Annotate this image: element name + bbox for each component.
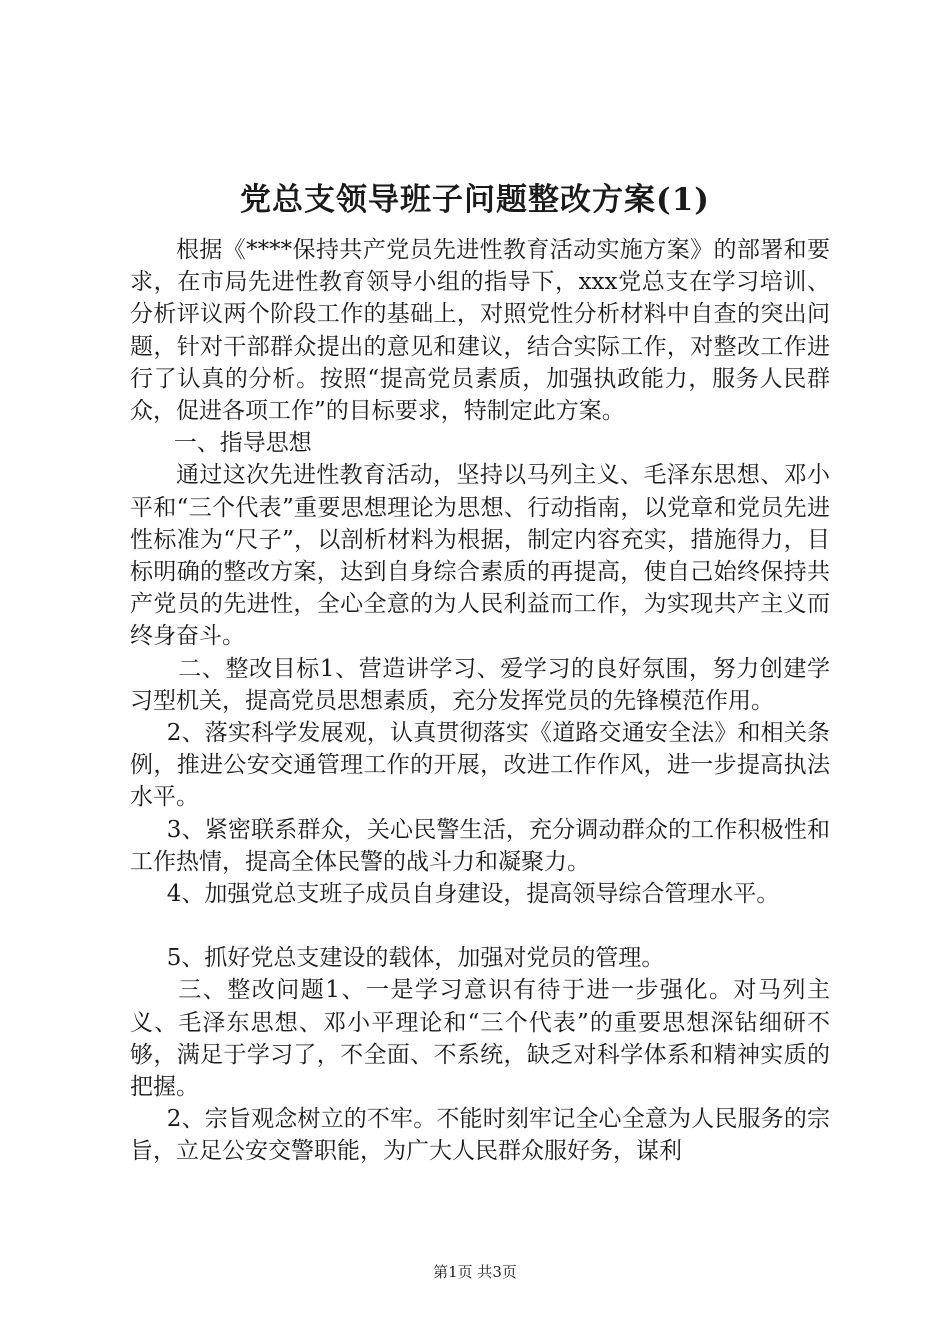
section-heading-guiding-ideology: 一、指导思想 xyxy=(173,430,312,457)
paragraph-gap xyxy=(130,910,830,942)
paragraph-goal-1: 二、整改目标1、营造讲学习、爱学习的良好氛围，努力创建学习型机关，提高党员思想素质，充分发挥党员的先锋模范作用。 xyxy=(130,655,830,714)
paragraph-problem-1: 三、整改问题1、一是学习意识有待于进一步强化。对马列主义、毛泽东思想、邓小平理论和“三个代表”的重要思想深钻细研不够，满足于学习了，不全面、不系统，缺乏对科学体系和精神实质的把握。 xyxy=(130,977,830,1101)
paragraph-goal-3: 3、紧密联系群众，关心民警生活，充分调动群众的工作积极性和工作热情，提高全体民警的战斗力和凝聚力。 xyxy=(130,816,830,875)
paragraph-goal-4: 4、加强党总支班子成员自身建设，提高领导综合管理水平。 xyxy=(166,881,780,908)
document-title: 党总支领导班子问题整改方案(1) xyxy=(240,182,710,218)
paragraph-intro: 根据《****保持共产党员先进性教育活动实施方案》的部署和要求，在市局先进性教育领导小组的指导下，xxx党总支在学习培训、分析评议两个阶段工作的基础上，对照党性分析材料中自查的突出问题，针对干部群众提出的意见和建议，结合实际工作，对整改工作进行了认真的分析。按照“提高党员素质，加强执政能力，服务人民群众，促进各项工作”的目标要求，特制定此方案。 xyxy=(130,237,830,425)
paragraph-guiding-ideology: 通过这次先进性教育活动，坚持以马列主义、毛泽东思想、邓小平和“三个代表”重要思想理论为思想、行动指南，以党章和党员先进性标准为“尺子”，以剖析材料为根据，制定内容充实，措施得力，目标明确的整改方案，达到自身综合素质的再提高，使自己始终保持共产党员的先进性，全心全意的为人民利益而工作，为实现共产主义而终身奋斗。 xyxy=(130,462,830,650)
page-footer: 第1页 共3页 xyxy=(433,1263,517,1281)
document-body xyxy=(130,234,830,1168)
paragraph-goal-2: 2、落实科学发展观，认真贯彻落实《道路交通安全法》和相关条例，推进公安交通管理工作的开展，改进工作作风，进一步提高执法水平。 xyxy=(130,720,830,811)
paragraph-goal-5: 5、抓好党总支建设的载体，加强对党员的管理。 xyxy=(166,945,665,972)
paragraph-problem-2: 2、宗旨观念树立的不牢。不能时刻牢记全心全意为人民服务的宗旨，立足公安交警职能，为广大人民群众服好务，谋利 xyxy=(130,1106,830,1165)
